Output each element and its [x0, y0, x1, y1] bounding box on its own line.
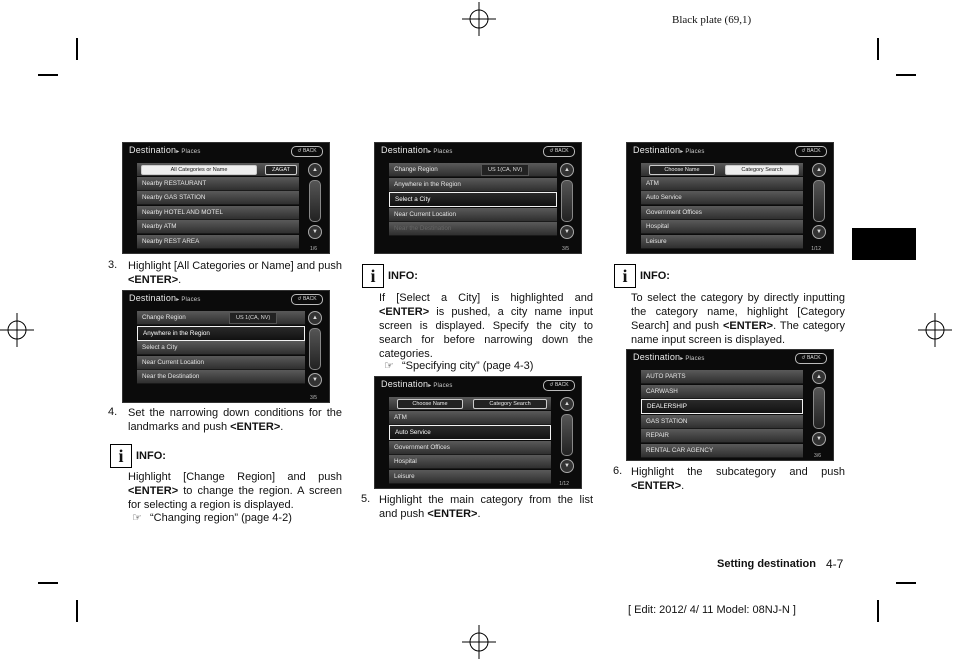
- step-3-number: 3.: [108, 259, 118, 271]
- black-plate-label: Black plate (69,1): [672, 14, 752, 26]
- list-item[interactable]: Nearby HOTEL AND MOTEL: [137, 206, 299, 220]
- list-item[interactable]: CARWASH: [641, 385, 803, 399]
- screen-title: Destination▸ Places: [129, 293, 201, 303]
- scroll-down-icon[interactable]: ▼: [560, 459, 574, 473]
- choose-name-button[interactable]: Choose Name: [397, 399, 463, 409]
- scroll-controls: [559, 397, 575, 473]
- pointing-hand-icon: ☞: [132, 512, 142, 524]
- list-item[interactable]: REPAIR: [641, 429, 803, 443]
- section-title: Setting destination: [717, 558, 816, 570]
- screen-category-list-2: [626, 142, 834, 254]
- page-indicator: 1/12: [811, 246, 821, 252]
- scroll-up-icon[interactable]: ▲: [560, 163, 574, 177]
- list-item[interactable]: AUTO PARTS: [641, 370, 803, 384]
- pointing-hand-icon: ☞: [384, 360, 394, 372]
- scrollbar[interactable]: [309, 328, 321, 370]
- button-row: [389, 397, 551, 410]
- list-item[interactable]: ATM: [641, 177, 803, 191]
- scroll-down-icon[interactable]: ▼: [308, 225, 322, 239]
- step-6-text: Highlight the subcategory and push <ENTER>.: [631, 466, 845, 492]
- chapter-tab: [852, 228, 916, 260]
- choose-name-button[interactable]: Choose Name: [649, 165, 715, 175]
- list-item[interactable]: GAS STATION: [641, 415, 803, 429]
- registration-mark-bottom: [462, 625, 496, 659]
- info-icon: i: [362, 264, 384, 288]
- step-6-number: 6.: [613, 465, 623, 477]
- screen-title: Destination▸ Places: [633, 352, 705, 362]
- list-item[interactable]: Nearby REST AREA: [137, 235, 299, 249]
- list-item[interactable]: Near the Destination: [137, 370, 305, 384]
- step-3-text: Highlight [All Categories or Name] and push <ENTER>.: [128, 260, 343, 286]
- scrollbar[interactable]: [813, 387, 825, 429]
- scroll-up-icon[interactable]: ▲: [308, 163, 322, 177]
- step-4-number: 4.: [108, 406, 118, 418]
- scroll-up-icon[interactable]: ▲: [812, 163, 826, 177]
- screen-narrowing-conditions: [122, 290, 330, 403]
- scroll-up-icon[interactable]: ▲: [308, 311, 322, 325]
- info-label: INFO:: [136, 450, 166, 462]
- scrollbar[interactable]: [813, 180, 825, 222]
- screen-category-list: [374, 376, 582, 489]
- back-button[interactable]: ↺ BACK: [291, 294, 323, 305]
- page-indicator: 3/6: [814, 453, 821, 459]
- list-item[interactable]: RENTAL CAR AGENCY: [641, 444, 803, 458]
- info-icon: i: [614, 264, 636, 288]
- step-4-text: Set the narrowing down conditions for the landmarks and push <ENTER>.: [128, 407, 342, 433]
- back-button[interactable]: ↺ BACK: [795, 353, 827, 364]
- scroll-up-icon[interactable]: ▲: [560, 397, 574, 411]
- page-indicator: 1/12: [559, 481, 569, 487]
- list-item[interactable]: Leisure: [641, 235, 803, 249]
- scroll-controls: [307, 163, 323, 239]
- page-indicator: 3/5: [562, 246, 569, 252]
- list-item[interactable]: Leisure: [389, 470, 551, 484]
- scroll-controls: [811, 370, 827, 446]
- list-item[interactable]: Nearby RESTAURANT: [137, 177, 299, 191]
- step-5-text: Highlight the main category from the list and push <ENTER>.: [379, 494, 593, 520]
- edit-info: [ Edit: 2012/ 4/ 11 Model: 08NJ-N ]: [628, 604, 796, 616]
- scrollbar[interactable]: [561, 180, 573, 222]
- scroll-down-icon[interactable]: ▼: [812, 432, 826, 446]
- info-1-text: Highlight [Change Region] and push <ENTER> to change the region. A screen for selecting a region is displayed.: [128, 471, 342, 511]
- info-label: INFO:: [388, 270, 418, 282]
- scrollbar[interactable]: [561, 414, 573, 456]
- registration-mark-left: [0, 313, 34, 347]
- page-indicator: 3/5: [310, 395, 317, 401]
- scroll-controls: [559, 163, 575, 239]
- info-2-text: If [Select a City] is highlighted and <ENTER> is pushed, a city name input screen is displayed. Specify the city to search for before narrowing down the categories.: [379, 292, 593, 360]
- zagat-button[interactable]: ZAGAT: [265, 165, 297, 175]
- list-item[interactable]: Near Current Location: [389, 208, 557, 222]
- screen-title: Destination▸ Places: [381, 379, 453, 389]
- scroll-down-icon[interactable]: ▼: [308, 373, 322, 387]
- change-region-item[interactable]: Change Region US 1(CA, NV): [137, 311, 305, 325]
- all-categories-button[interactable]: All Categories or Name: [141, 165, 257, 175]
- list-item[interactable]: Hospital: [641, 220, 803, 234]
- category-search-button[interactable]: Category Search: [473, 399, 547, 409]
- screen-narrowing-conditions-2: [374, 142, 582, 254]
- list-item[interactable]: Hospital: [389, 455, 551, 469]
- registration-mark-right: [918, 313, 952, 347]
- list-item-disabled: Near the Destination: [389, 222, 557, 236]
- category-search-button[interactable]: Category Search: [725, 165, 799, 175]
- list-item[interactable]: Anywhere in the Region: [389, 178, 557, 192]
- back-button[interactable]: ↺ BACK: [291, 146, 323, 157]
- list-item[interactable]: Auto Service: [641, 191, 803, 205]
- reference-1: ☞ “Changing region” (page 4-2): [132, 512, 292, 524]
- list-item[interactable]: Government Offices: [389, 441, 551, 455]
- back-button[interactable]: ↺ BACK: [795, 146, 827, 157]
- screen-places-menu: [122, 142, 330, 254]
- info-3-text: To select the category by directly inputting the category name, highlight [Category Search] and push <ENTER>. The category name input screen is displayed.: [631, 292, 845, 346]
- list-item[interactable]: Nearby GAS STATION: [137, 191, 299, 205]
- back-button[interactable]: ↺ BACK: [543, 380, 575, 391]
- list-item-selected[interactable]: Anywhere in the Region: [137, 326, 305, 341]
- info-icon: i: [110, 444, 132, 468]
- screen-subcategory-list: [626, 349, 834, 461]
- scroll-down-icon[interactable]: ▼: [812, 225, 826, 239]
- scrollbar[interactable]: [309, 180, 321, 222]
- list-item[interactable]: Select a City: [137, 341, 305, 355]
- page-number: 4-7: [826, 557, 844, 571]
- screen-title: Destination▸ Places: [129, 145, 201, 155]
- screen-title: Destination▸ Places: [381, 145, 453, 155]
- info-label: INFO:: [640, 270, 670, 282]
- back-button[interactable]: ↺ BACK: [543, 146, 575, 157]
- page-indicator: 1/6: [310, 246, 317, 252]
- list-item[interactable]: Nearby ATM: [137, 220, 299, 234]
- scroll-controls: [811, 163, 827, 239]
- step-5-number: 5.: [361, 493, 371, 505]
- button-row: [137, 163, 299, 176]
- button-row: [641, 163, 803, 176]
- change-region-item[interactable]: Change Region US 1(CA, NV): [389, 163, 557, 177]
- list-item[interactable]: Near Current Location: [137, 356, 305, 370]
- list-item-selected[interactable]: Select a City: [389, 192, 557, 207]
- list-item-selected[interactable]: Auto Service: [389, 425, 551, 440]
- screen-title: Destination▸ Places: [633, 145, 705, 155]
- reference-2: ☞ “Specifying city” (page 4-3): [384, 360, 534, 372]
- registration-mark-top: [462, 2, 496, 36]
- scroll-controls: [307, 311, 323, 387]
- list-item[interactable]: Government Offices: [641, 206, 803, 220]
- list-item[interactable]: ATM: [389, 411, 551, 425]
- scroll-down-icon[interactable]: ▼: [560, 225, 574, 239]
- list-item-selected[interactable]: DEALERSHIP: [641, 399, 803, 414]
- scroll-up-icon[interactable]: ▲: [812, 370, 826, 384]
